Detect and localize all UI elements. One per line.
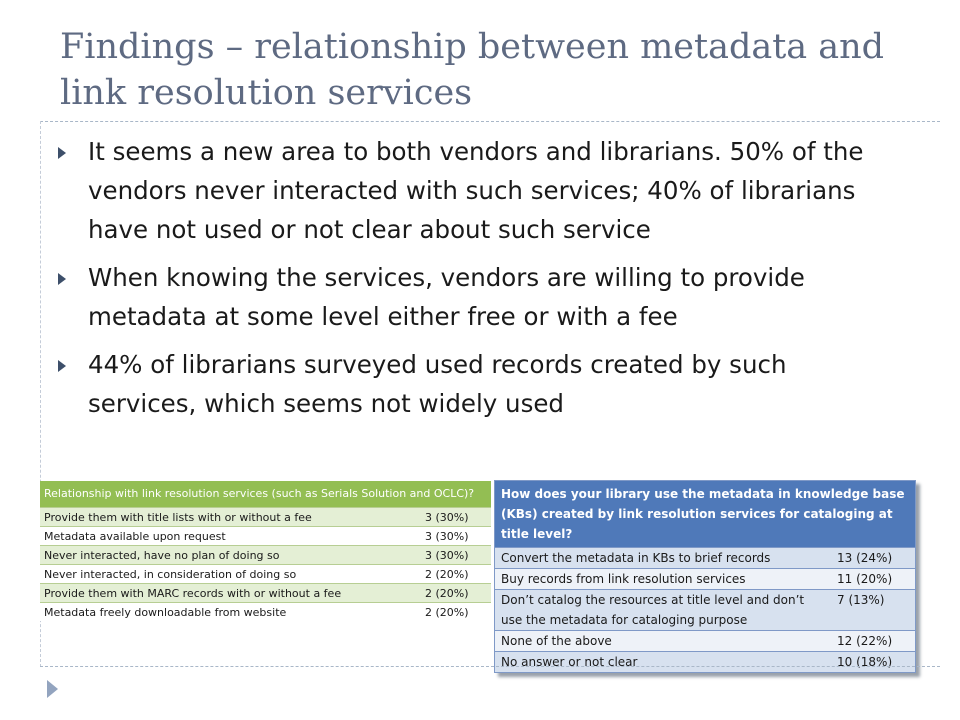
row-value: 3 (30%) xyxy=(421,508,491,527)
title-divider xyxy=(40,121,940,122)
table-row xyxy=(495,652,916,673)
library-usage-table xyxy=(494,480,916,673)
row-label: Metadata available upon request xyxy=(40,527,421,546)
table-row xyxy=(40,546,491,565)
bullet-triangle-icon xyxy=(58,360,66,372)
footer-divider xyxy=(40,666,940,667)
row-value: 2 (20%) xyxy=(421,565,491,584)
bullet-item xyxy=(55,345,885,423)
row-value: 10 (18%) xyxy=(831,652,916,673)
row-value: 3 (30%) xyxy=(421,546,491,565)
table-row xyxy=(40,527,491,546)
row-value: 11 (20%) xyxy=(831,569,916,590)
row-label: Convert the metadata in KBs to brief records xyxy=(495,548,832,569)
row-value: 13 (24%) xyxy=(831,548,916,569)
bullet-triangle-icon xyxy=(58,273,66,285)
row-label: Metadata freely downloadable from website xyxy=(40,603,421,622)
slide-title: Findings – relationship between metadata and link resolution services xyxy=(60,27,885,113)
table-row xyxy=(40,508,491,527)
bullet-list xyxy=(55,132,885,432)
row-label: Buy records from link resolution services xyxy=(495,569,832,590)
row-label: Provide them with MARC records with or without a fee xyxy=(40,584,421,603)
next-slide-arrow-icon[interactable] xyxy=(47,680,58,698)
row-label: Don’t catalog the resources at title level and don’t use the metadata for cataloging purpose xyxy=(495,590,832,631)
library-table-header: How does your library use the metadata in knowledge base (KBs) created by link resolution services for cataloging at title level? xyxy=(495,481,916,548)
bullet-item xyxy=(55,132,885,249)
row-value: 12 (22%) xyxy=(831,631,916,652)
table-row xyxy=(40,584,491,603)
row-label: None of the above xyxy=(495,631,832,652)
row-label: No answer or not clear xyxy=(495,652,832,673)
table-row xyxy=(495,590,916,631)
bullet-triangle-icon xyxy=(58,147,66,159)
bullet-text: It seems a new area to both vendors and librarians. 50% of the vendors never interacted with such services; 40% of librarians have not used or not clear about such service xyxy=(88,137,864,244)
table-row xyxy=(40,603,491,622)
row-label: Provide them with title lists with or without a fee xyxy=(40,508,421,527)
row-value: 2 (20%) xyxy=(421,603,491,622)
table-row xyxy=(495,548,916,569)
row-label: Never interacted, have no plan of doing so xyxy=(40,546,421,565)
vendor-relationship-table xyxy=(40,481,491,621)
table-row xyxy=(40,565,491,584)
row-label: Never interacted, in consideration of doing so xyxy=(40,565,421,584)
bullet-text: When knowing the services, vendors are willing to provide metadata at some level either free or with a fee xyxy=(88,263,805,331)
table-row xyxy=(495,569,916,590)
bullet-item xyxy=(55,258,885,336)
row-value: 3 (30%) xyxy=(421,527,491,546)
table-row xyxy=(495,631,916,652)
row-value: 7 (13%) xyxy=(831,590,916,631)
row-value: 2 (20%) xyxy=(421,584,491,603)
bullet-text: 44% of librarians surveyed used records created by such services, which seems not widely used xyxy=(88,350,787,418)
vendor-table-header: Relationship with link resolution services (such as Serials Solution and OCLC)? xyxy=(40,481,491,508)
